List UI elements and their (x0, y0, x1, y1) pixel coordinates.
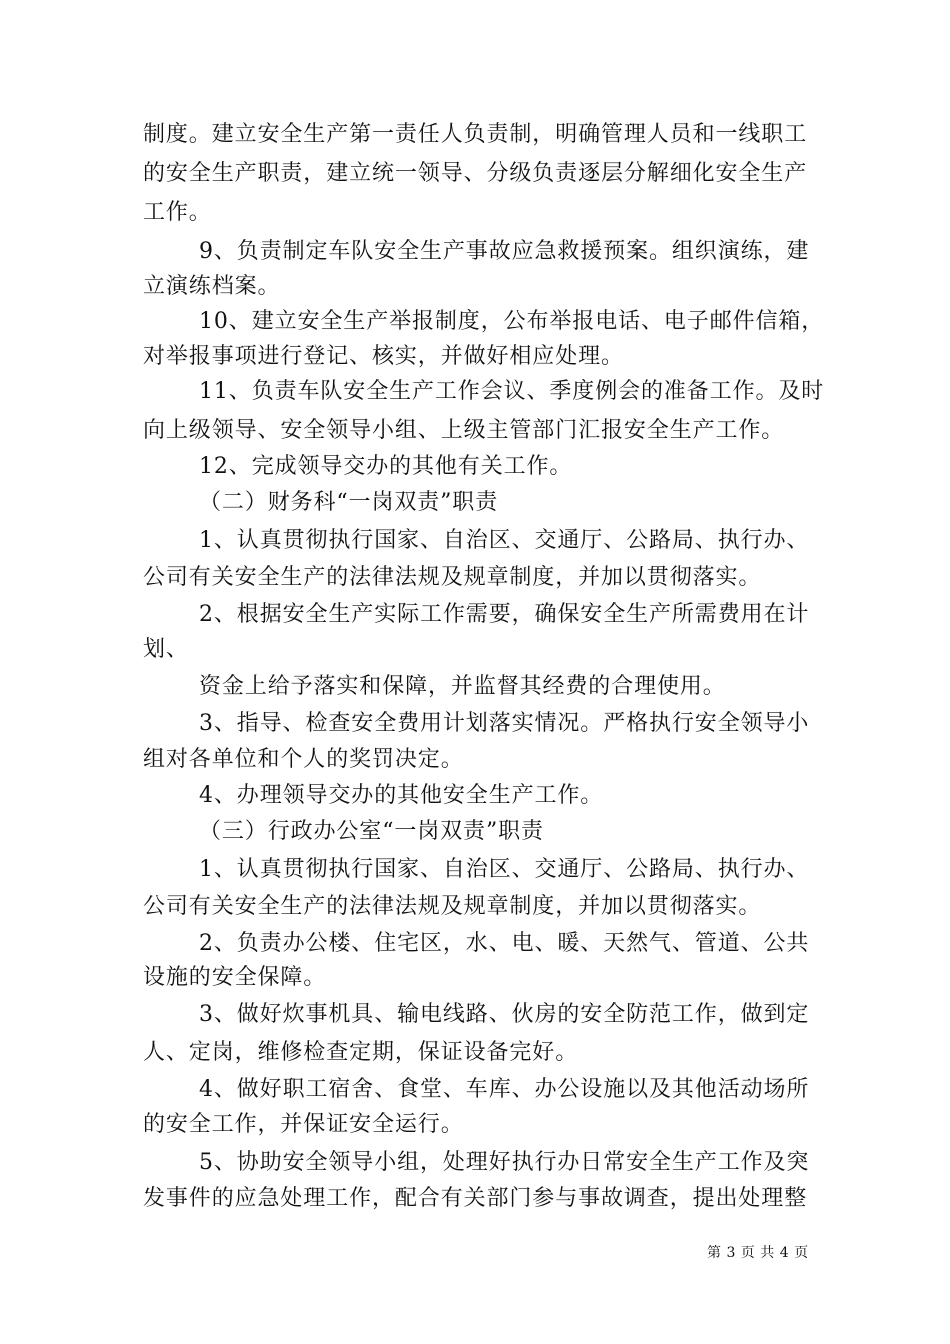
text-line: 公司有关安全生产的法律法规及规章制度，并加以贯彻落实。 (143, 894, 762, 919)
text-line: 11、负责车队安全生产工作会议、季度例会的准备工作。及时 (199, 379, 825, 404)
text-line: 制度。建立安全生产第一责任人负责制，明确管理人员和一线职工 (143, 122, 808, 147)
text-line: 4、办理领导交办的其他安全生产工作。 (199, 783, 604, 808)
text-line: 人、定岗，维修检查定期，保证设备完好。 (143, 1040, 579, 1065)
text-line: 组对各单位和个人的奖罚决定。 (143, 747, 464, 772)
text-line: 的安全生产职责，建立统一领导、分级负责逐层分解细化安全生产 (143, 161, 808, 186)
text-line: 划、 (143, 637, 189, 662)
text-line: 12、完成领导交办的其他有关工作。 (199, 454, 573, 479)
text-line: 立演练档案。 (143, 274, 281, 299)
text-line: 2、根据安全生产实际工作需要，确保安全生产所需费用在计 (199, 602, 810, 627)
page-number: 第 3 页 共 4 页 (707, 1245, 809, 1261)
text-line: 设施的安全保障。 (143, 965, 327, 990)
text-line: 的安全工作，并保证安全运行。 (143, 1112, 464, 1137)
section-heading: （三）行政办公室“一岗双责”职责 (199, 819, 544, 844)
text-line: 3、指导、检查安全费用计划落实情况。严格执行安全领导小 (199, 711, 810, 736)
text-line: 3、做好炊事机具、输电线路、伙房的安全防范工作，做到定 (199, 1002, 810, 1027)
text-line: 1、认真贯彻执行国家、自治区、交通厅、公路局、执行办、 (199, 528, 810, 553)
section-heading: （二）财务科“一岗双责”职责 (199, 490, 499, 515)
text-line: 10、建立安全生产举报制度，公布举报电话、电子邮件信箱， (199, 309, 825, 334)
text-line: 工作。 (143, 200, 212, 225)
text-line: 1、认真贯彻执行国家、自治区、交通厅、公路局、执行办、 (199, 857, 810, 882)
text-line: 9、负责制定车队安全生产事故应急救援预案。组织演练，建 (199, 239, 810, 264)
text-line: 5、协助安全领导小组，处理好执行办日常安全生产工作及突 (199, 1150, 810, 1175)
text-line: 公司有关安全生产的法律法规及规章制度，并加以贯彻落实。 (143, 565, 762, 590)
text-line: 资金上给予落实和保障，并监督其经费的合理使用。 (199, 674, 726, 699)
text-line: 向上级领导、安全领导小组、上级主管部门汇报安全生产工作。 (143, 418, 785, 443)
text-line: 2、负责办公楼、住宅区，水、电、暖、天然气、管道、公共 (199, 931, 810, 956)
text-line: 对举报事项进行登记、核实，并做好相应处理。 (143, 344, 624, 369)
text-line: 发事件的应急处理工作，配合有关部门参与事故调查，提出处理整 (143, 1186, 808, 1211)
text-line: 4、做好职工宿舍、食堂、车库、办公设施以及其他活动场所 (199, 1077, 810, 1102)
